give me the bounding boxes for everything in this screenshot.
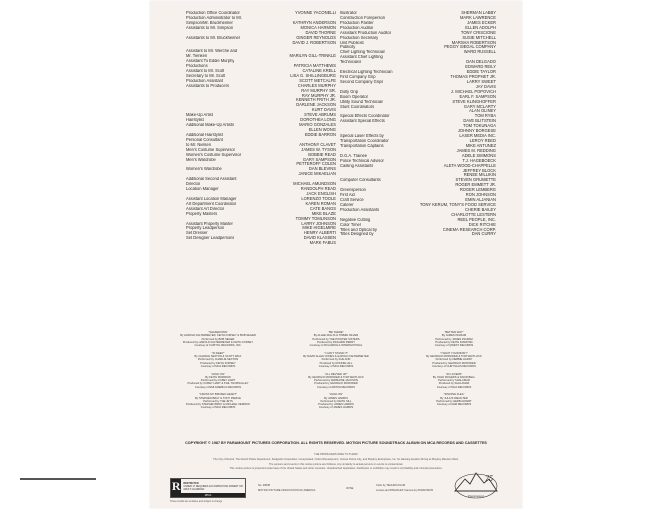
song-detail: Performed by THE JETS: [203, 399, 233, 403]
credit-row: [340, 232, 496, 237]
credit-name: WARD RUSSELL: [463, 49, 496, 55]
credit-role: Set Dresser: [186, 231, 208, 236]
credit-name: DAN DELGADO: [466, 59, 496, 65]
credit-sheet: [150, 1, 522, 508]
credit-role: Technicians: [340, 60, 362, 65]
rating-box: [20, 478, 96, 480]
song-title: "HOLD ON": [328, 393, 344, 397]
credit-name: SHERMAN LABBY: [461, 10, 496, 15]
credit-role: First Aid: [340, 193, 355, 198]
credit-name: STEVEN GRUMETTE: [455, 177, 496, 183]
credit-role: Assistant to Mr. Scott: [186, 68, 225, 73]
credit-name: TOM RYBA: [474, 113, 496, 119]
credit-name: TOM TOKUNAGA: [463, 123, 496, 129]
song-detail: Courtesy of MCA RECORDS: [200, 364, 236, 368]
song-title: "CROSS MY BROKEN HEART": [198, 393, 238, 397]
song-credit: [164, 373, 272, 389]
credit-name: MIKE HIGELMIRE: [302, 225, 336, 231]
song-detail: Performed by JAMES INGRAM: [435, 337, 473, 341]
credit-name: CATALINE KRELL: [302, 67, 336, 73]
credit-name: ROGER LEMBERG: [459, 187, 496, 193]
song-credits: [164, 331, 508, 414]
song-column: [164, 331, 272, 414]
credit-role: Publicity: [340, 45, 356, 50]
credit-role: Unit Publicist: [340, 40, 364, 45]
credit-name: GARY SAMPSON: [302, 156, 336, 162]
credit-role: Computer Consultants: [340, 178, 381, 183]
credit-name: RAY MURPHY SR.: [301, 87, 336, 93]
song-title: "IN DEEP": [211, 351, 225, 355]
iatse-label: IATSE: [346, 487, 354, 490]
credit-role: Police Technical Advisor: [340, 158, 384, 163]
song-detail: Performed by SHALAMAR: [438, 379, 470, 382]
song-detail: Performed by SUE ANN: [321, 358, 351, 362]
credit-name: ALAN OLINEY: [469, 108, 496, 114]
song-detail: Performed by THE POINTER SISTERS: [312, 337, 360, 341]
song-credit: [400, 373, 508, 389]
credit-name: MARILYN GILL-TRINKLE: [289, 53, 336, 59]
credit-role: Casting Assistants: [340, 163, 374, 168]
mpaa-text: MOTION PICTURE ASSOCIATION OF AMERICA: [258, 489, 316, 492]
credit-name: LASER MEDIA INC.: [459, 133, 496, 139]
rating-footer: MPAA: [171, 493, 245, 497]
credits-right-column: [340, 11, 496, 237]
song-detail: Courtesy of ARISTA RECORDS: [317, 385, 355, 389]
credit-name: GARY MCLARTY: [463, 103, 496, 109]
credit-role: to Mr. Nielsen: [186, 142, 212, 147]
legal-line: The City of Detroit, The Detroit Police Department, Sedgwick Corporation, Incorporated, Oxford Development, Grosse Pointe City, and Playboy Enterprises, Inc. for allowing location filming at Playboy Mansion West.: [213, 457, 459, 461]
song-credit: [282, 373, 390, 389]
credit-role: Illustrator: [340, 11, 357, 15]
credit-role: Production Office Coordinator: [186, 11, 240, 15]
credit-role: Production Auditor: [340, 25, 374, 30]
credit-role: Assistant Location Manager: [186, 196, 237, 201]
legal-line: This motion picture is protected under laws of the United States and other countries. Unauthorized duplication, distribution or exhibition may result in civil liability and criminal prosecution.: [229, 467, 443, 471]
song-detail: Courtesy of QWEST RECORDS: [434, 344, 474, 347]
credit-role: Additional Second Assistant: [186, 177, 237, 182]
credit-name: ADELE SIMMONS: [461, 152, 496, 158]
credit-role: Location Manager: [186, 187, 219, 192]
credit-name: LORENZO TOOLE: [301, 195, 336, 201]
credit-name: JAMES W. TYSON: [301, 146, 336, 152]
song-credit: [282, 331, 390, 347]
credit-name: EMIN ALJANIAN: [465, 197, 496, 203]
legal-line: THE PRODUCERS WISH TO THANK: [314, 453, 358, 456]
song-credit: [400, 393, 508, 406]
credit-role: Special Effects Coordinator: [340, 114, 390, 119]
song-detail: Performed by BOB SEGER: [201, 337, 235, 341]
credit-name: PETTEROFF COLEN: [296, 161, 336, 167]
credit-role: Negative Cutting: [340, 217, 371, 222]
credit-name: MONICA HARMON: [300, 24, 336, 30]
credit-role: Men's Costume Supervisor: [186, 147, 236, 152]
credit-role: Men's Wardrobe: [186, 157, 216, 162]
credit-role: Titles Designed by: [340, 232, 374, 237]
credit-name: EARL F. SAMPSON: [459, 93, 496, 99]
credit-role: Assistant Chief Lighting: [340, 55, 383, 60]
song-detail: By CHARLIE SEXTON & SCOTT WILK: [194, 355, 242, 358]
credit-role: Production Assistants: [340, 207, 380, 212]
song-column: [400, 331, 508, 414]
credit-role: Property Leadperson: [186, 226, 225, 231]
credit-role: Transportation Coordinator: [340, 138, 389, 143]
credit-name: CHARLOTTE LESTERN: [451, 211, 496, 217]
credit-name: LARRY SWEET: [466, 78, 496, 84]
song-credit: [282, 352, 390, 368]
song-detail: Produced by STEPHEN BRAY & MICHAEL VERDICK: [185, 403, 251, 406]
song-detail: Courtesy of CAPITOL RECORDS, INC.: [194, 344, 242, 347]
credit-name: MIKE BLAZE: [311, 210, 336, 216]
song-title: "I WANT YOUR BODY": [440, 351, 468, 355]
song-detail: By JAMES INGRAM: [441, 334, 467, 338]
credit-name: MICHAEL AMUNDSON: [293, 181, 336, 187]
song-detail: Courtesy of MCA RECORDS: [200, 406, 236, 410]
credit-name: DICK RITCHIE: [468, 221, 496, 227]
credit-name: EDWARD REILY: [465, 64, 496, 70]
credit-name: REEL PEOPLE, INC.: [457, 216, 496, 222]
credit-name: JOHNNY BORGESE: [457, 128, 496, 134]
credit-role: Assistant Production Auditor: [340, 30, 392, 35]
credit-name: THOMAS PROPHET JR.: [450, 73, 496, 79]
credit-name: ANTHONY CLAVET: [299, 141, 336, 147]
song-title: "BETTER WAY": [444, 331, 464, 334]
legal-notice: [184, 453, 488, 472]
credit-name: KAREN ROMAN: [305, 200, 336, 206]
credit-name: PATRICIA MATTHEWS: [293, 63, 336, 69]
logo-label: Paramount: [468, 494, 484, 498]
song-detail: By DAVID ALLEN JONES & HAROLD FALTERMEYER: [303, 355, 369, 358]
credit-name: RON JOHNSON: [465, 192, 496, 198]
song-detail: By STEPHEN BRAY & TONY PIERCE: [195, 396, 241, 400]
credit-role: Assistants to Producers: [186, 83, 230, 88]
song-detail: Courtesy of EMI AMERICA RECORDS: [194, 385, 242, 389]
credit-name: JAMES M. REDDING: [456, 147, 496, 153]
lenses-credit: Lenses and PANAFLEX Camera by PANAVISION: [376, 489, 434, 492]
song-column: [282, 331, 390, 414]
credit-name: DARLENE JACKSON: [296, 102, 336, 108]
credit-name: DAVID THORNE: [305, 29, 336, 35]
credit-role: Director: [186, 182, 201, 187]
credit-role: Assistant Special Effects: [340, 119, 385, 124]
credit-name: LISA G. SHILLINGBURG: [290, 72, 336, 78]
credit-role: Craft Service: [340, 198, 364, 203]
song-credit: [164, 352, 272, 368]
credit-role: Electrical Lighting Technician: [340, 70, 393, 75]
song-detail: By HAROLD FALTERMEYER, KEITH FORSEY & BOB SEGER: [180, 334, 256, 338]
credit-name: J. MICHAEL POPOVICH: [450, 88, 496, 94]
credit-role: Special Laser Effects by: [340, 134, 384, 139]
credit-name: TOMMY TOMLINSON: [295, 215, 336, 221]
credit-role: Women's Wardrobe: [186, 167, 222, 172]
credit-name: ROGER EMMETT JR.: [455, 182, 496, 188]
song-detail: Performed by KEITH SILL: [320, 399, 352, 403]
credit-role: Production Painter: [340, 20, 374, 25]
credit-role: Additional Make-Up Artists: [186, 123, 235, 128]
song-detail: Courtesy of CHRYSALIS RECORDS: [432, 364, 476, 368]
credit-name: BOBBIE READ: [308, 151, 336, 157]
iatse-number: No. 28638: [258, 484, 270, 487]
song-detail: By GEORGIO MORODER & TOM WHITLOCK: [426, 355, 482, 358]
credit-role: Boom Operator: [340, 94, 368, 99]
song-detail: By ALLEE WILLIS & TIMMIE SILVER: [313, 334, 359, 338]
credit-role: Assistant Property Master: [186, 221, 233, 226]
song-detail: Produced by RONNIE HILL: [319, 361, 353, 365]
song-detail: Produced by GEORGIO MORODER: [432, 361, 476, 365]
credit-role: Simpson/Mr. Bruckheimer: [186, 20, 233, 25]
credit-name: T.J. HAGEBOECK: [462, 157, 496, 163]
credit-name: ELLEN WONG: [308, 127, 336, 132]
song-credit: [164, 331, 272, 347]
credit-row: [186, 241, 336, 246]
credit-name: DAN BLEVINS: [308, 166, 336, 172]
mpaa-rating-box: [170, 478, 246, 498]
credit-role: Utility Sound Technician: [340, 99, 384, 104]
credit-role: Assistant to Mr. Werche and: [186, 49, 238, 54]
credit-name: TONY CRISCIONE: [460, 29, 496, 35]
credit-role: Assistant To Eddie Murphy: [186, 59, 235, 64]
credit-role: Personal Consultant: [186, 137, 223, 142]
tentative-note: These credits are tentative and subject to change: [170, 500, 223, 503]
credit-name: KENNETH FRITH JR.: [295, 97, 336, 103]
credit-name: LARRY JOHNSON: [301, 220, 336, 226]
credit-name: DAVID J. ROBERTSON: [292, 39, 336, 45]
song-title: "SPANISH FLEA": [443, 393, 465, 397]
credit-name: TONY KERUM, TONY'S FOOD SERVICE: [419, 201, 496, 207]
credit-role: Second Company Grips: [340, 79, 384, 84]
song-detail: By JULIUS WECHTER: [440, 396, 468, 400]
credit-role: Assistants to Mr. Simpson: [186, 25, 234, 30]
credit-name: PEGGY SIEGAL COMPANY: [444, 44, 496, 50]
credit-role: Hairstylist: [186, 118, 204, 123]
credit-role: Production Assistant: [186, 78, 224, 83]
song-detail: Performed by JERMAINE JACKSON: [314, 379, 358, 382]
credit-role: Transportation Captains: [340, 143, 384, 148]
credit-name: DAVE BLITSTEIN: [463, 118, 496, 124]
credit-role: Color Timer: [340, 222, 362, 227]
song-detail: Performed by COREY HART: [200, 379, 236, 382]
credit-name: CATE BANGS: [309, 205, 336, 211]
credit-name: JEFFREY BLOCK: [462, 167, 496, 173]
credit-role: Chief Lighting Technician: [340, 50, 386, 55]
credit-role: Secretary to Mr. Scott: [186, 73, 226, 78]
song-title: "20 LOVERS": [445, 372, 463, 376]
song-detail: Courtesy of MCA RECORDS: [436, 385, 472, 389]
song-detail: Produced by KEITH DIAMOND: [435, 340, 473, 344]
credit-name: MARK FABUS: [309, 240, 336, 246]
credit-role: Caterer: [340, 202, 354, 207]
credit-name: LEROY REED: [469, 137, 496, 143]
rating-note: UNDER 17 REQUIRES ACCOMPANYING PARENT OR ADULT GUARDIAN: [183, 484, 243, 491]
credit-role: Construction Foreperson: [340, 15, 386, 20]
credit-role: Production Secretary: [340, 35, 379, 40]
song-detail: By KEITH MORROW: [205, 375, 231, 379]
song-detail: Courtesy of RCA/ARIOLA INTERNATIONAL: [309, 344, 363, 347]
song-detail: Performed by DEBBIE HARRY: [435, 358, 473, 362]
credit-role: Greensperson: [340, 188, 366, 193]
logo-number: 75: [485, 474, 493, 483]
credit-role: D.G.A. Trainee: [340, 153, 368, 158]
song-title: "HOLD ON": [210, 372, 226, 376]
credit-name: MARSHA ROBERTSON: [451, 39, 496, 45]
credit-name: STEVE KLINGHOFFER: [452, 98, 496, 104]
song-detail: By JAMES HARRIS: [324, 396, 348, 400]
credit-name: EDDIE TAYLOR: [466, 69, 496, 75]
credit-role: Stunt Coordinators: [340, 104, 375, 109]
credit-role: Make-Up Artist: [186, 113, 213, 118]
credit-name: ALETA WOOD-CHAPPELLE: [443, 162, 496, 168]
credit-role: Property Masters: [186, 211, 218, 216]
credit-role: Titles and Optical by: [340, 227, 377, 232]
song-detail: Produced by HAROLD FALTERMEYER & KEITH FORSEY: [182, 340, 254, 344]
credit-name: GINGER REYNOLDS: [296, 34, 336, 40]
credit-name: JAY DAVIS: [475, 83, 496, 89]
credit-name: HENRY ALBERTI: [303, 230, 336, 236]
credit-name: CINEMA RESEARCH CORP.: [442, 226, 496, 232]
legal-line: The persons and events in this motion picture are fictitious. Any similarity to actual persons or events is unintentional.: [268, 462, 404, 466]
song-credit: [400, 352, 508, 368]
credit-name: EDDIE BARRON: [304, 131, 336, 137]
song-detail: By GEORGIO MORODER & TOM WHITLOCK: [308, 375, 364, 379]
credit-role: Productions: [186, 64, 208, 69]
credit-name: MARIO GONZALES: [299, 122, 336, 128]
credit-name: ELLEN ADOLPH: [465, 24, 496, 30]
credit-row: [186, 41, 336, 46]
credit-name: JANICE MIKAELIAN: [298, 171, 336, 177]
credit-name: DAN CURRY: [471, 231, 496, 237]
song-credit: [164, 393, 272, 409]
song-detail: By JOHN ROGERS & DAVID BELL: [432, 375, 476, 379]
credit-role: Set Designer Leadpersons: [186, 236, 235, 241]
song-detail: Produced by GEORGIO MORODER: [314, 382, 358, 386]
song-credit: [282, 393, 390, 409]
credit-name: CHARLES MURPHY: [297, 82, 336, 88]
song-detail: Courtesy of JAMES HARRIS: [318, 406, 354, 410]
credit-name: DOROTHEA LONG: [300, 117, 336, 123]
credit-name: RAY MURPHY JR.: [301, 92, 336, 98]
song-detail: Produced by SHALAMAR: [438, 382, 470, 386]
credit-name: KATHRYN ANDERSON: [292, 19, 336, 25]
credit-name: STEVE ABRUMS: [304, 112, 336, 118]
song-credit: [400, 331, 508, 347]
credit-role: Women's Costume Supervisor: [186, 152, 242, 157]
copyright-notice: COPYRIGHT © 1987 BY PARAMOUNT PICTURES CORPORATION. ALL RIGHTS RESERVED. MOTION PICTURE SOUNDTRACK ALBUM ON MCA RECORDS AND CASSETTES: [185, 441, 487, 445]
credit-name: SCOTT METCALFE: [299, 77, 336, 83]
credit-role: Dolly Grip: [340, 89, 358, 94]
credit-name: CHERIE BAILEY: [465, 206, 496, 212]
song-title: "I CAN'T STAND IT": [324, 351, 348, 355]
song-detail: Produced by COREY HART & PHIL THORNALLEY: [187, 382, 249, 386]
credit-name: RENEE MILLIKIN: [463, 172, 496, 178]
credit-name: JACK ENGLISH: [306, 190, 336, 196]
credit-role: First Company Grip: [340, 74, 376, 79]
song-detail: Produced by KEITH FORSEY: [200, 361, 236, 365]
credit-role: Additional Hairstylist: [186, 132, 223, 137]
song-title: "BE THERE": [328, 331, 344, 334]
credit-name: DAVID KLASSEN: [303, 235, 336, 241]
song-detail: Produced by JAMES HARRIS: [318, 403, 354, 406]
song-detail: Courtesy of MCA RECORDS: [318, 364, 354, 368]
color-credit: Color by TECHNICOLOR: [376, 484, 406, 487]
song-detail: Performed by HERB ALPERT: [436, 399, 472, 403]
credit-name: MARK LAWRENCE: [459, 14, 496, 20]
paramount-75-logo: [451, 467, 501, 501]
song-detail: Produced by RICHARD PERRY: [316, 340, 356, 344]
credits-left-column: [186, 11, 336, 246]
credit-role: Mr. Tienken: [186, 54, 208, 59]
song-title: "ALL REVVED UP": [324, 372, 348, 376]
credit-name: MIKE ANTUNEZ: [465, 142, 496, 148]
song-title: "SHAKEDOWN": [208, 331, 228, 334]
credit-role: Assistant Art Director: [186, 206, 225, 211]
credit-name: KURT DAVIS: [311, 107, 336, 113]
credit-role: Art Department Coordinator: [186, 201, 237, 206]
credit-name: RANDOLPH READ: [300, 186, 336, 192]
credit-role: Production Administrator to Mr.: [186, 15, 242, 20]
credit-name: JAMES ECKER: [467, 19, 496, 25]
rating-title: RESTRICTED: [183, 481, 199, 485]
rating-letter: R: [171, 479, 181, 493]
credit-name: SUSIE MITCHELL: [462, 34, 496, 40]
credit-name: YVONNE YACONELLI: [294, 10, 336, 15]
song-detail: Courtesy of A&M RECORDS: [436, 403, 472, 406]
song-detail: Performed by CHARLIE SEXTON: [197, 358, 239, 362]
credit-role: Assistants to Mr. Bruckheimer: [186, 35, 241, 40]
